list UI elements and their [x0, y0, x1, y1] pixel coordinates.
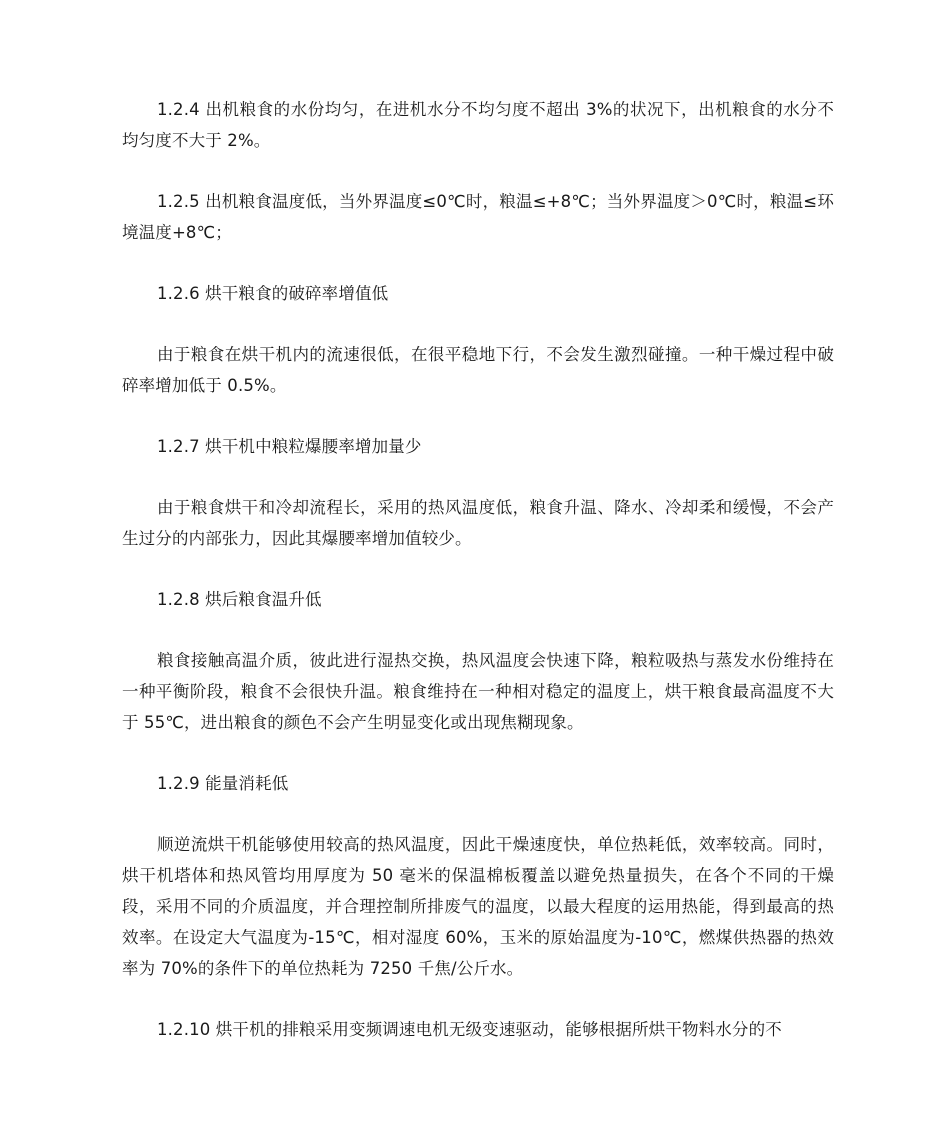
paragraph-1-2-6-body: 由于粮食在烘干机内的流速很低，在很平稳地下行，不会发生激烈碰撞。一种干燥过程中破碎率增加低于 0.5%。 [122, 345, 834, 395]
heading-1-2-9: 1.2.9 能量消耗低 [157, 774, 289, 793]
paragraph-1-2-9-body: 顺逆流烘干机能够使用较高的热风温度，因此干燥速度快，单位热耗低，效率较高。同时，烘干机塔体和热风管均用厚度为 50 毫米的保温棉板覆盖以避免热量损失，在各个不同的干燥段，采用不同的介质温度，并合理控制所排废气的温度，以最大程度的运用热能，得到最高的热效率。在设定大气温度为-15℃，相对湿度 60%，玉米的原始温度为-10℃，燃煤供热器的热效率为 70%的条件下的单位热耗为 7250 千焦/公斤水。 [122, 835, 834, 978]
paragraph-1-2-10: 1.2.10 烘干机的排粮采用变频调速电机无级变速驱动，能够根据所烘干物料水分的不 [157, 1020, 782, 1039]
paragraph-1-2-7-body: 由于粮食烘干和冷却流程长，采用的热风温度低，粮食升温、降水、冷却柔和缓慢，不会产生过分的内部张力，因此其爆腰率增加值较少。 [122, 498, 834, 548]
paragraph-1-2-8-body: 粮食接触高温介质，彼此进行湿热交换，热风温度会快速下降，粮粒吸热与蒸发水份维持在一种平衡阶段，粮食不会很快升温。粮食维持在一种相对稳定的温度上，烘干粮食最高温度不大于 55℃，进出粮食的颜色不会产生明显变化或出现焦糊现象。 [122, 651, 834, 732]
heading-1-2-6: 1.2.6 烘干粮食的破碎率增值低 [157, 284, 389, 303]
paragraph-1-2-5: 1.2.5 出机粮食温度低，当外界温度≤0℃时，粮温≤+8℃；当外界温度＞0℃时，粮温≤环境温度+8℃； [122, 192, 834, 242]
heading-1-2-7: 1.2.7 烘干机中粮粒爆腰率增加量少 [157, 437, 422, 456]
heading-1-2-8: 1.2.8 烘后粮食温升低 [157, 590, 322, 609]
paragraph-1-2-4: 1.2.4 出机粮食的水份均匀，在进机水分不均匀度不超出 3%的状况下，出机粮食的水分不均匀度不大于 2%。 [122, 100, 834, 150]
